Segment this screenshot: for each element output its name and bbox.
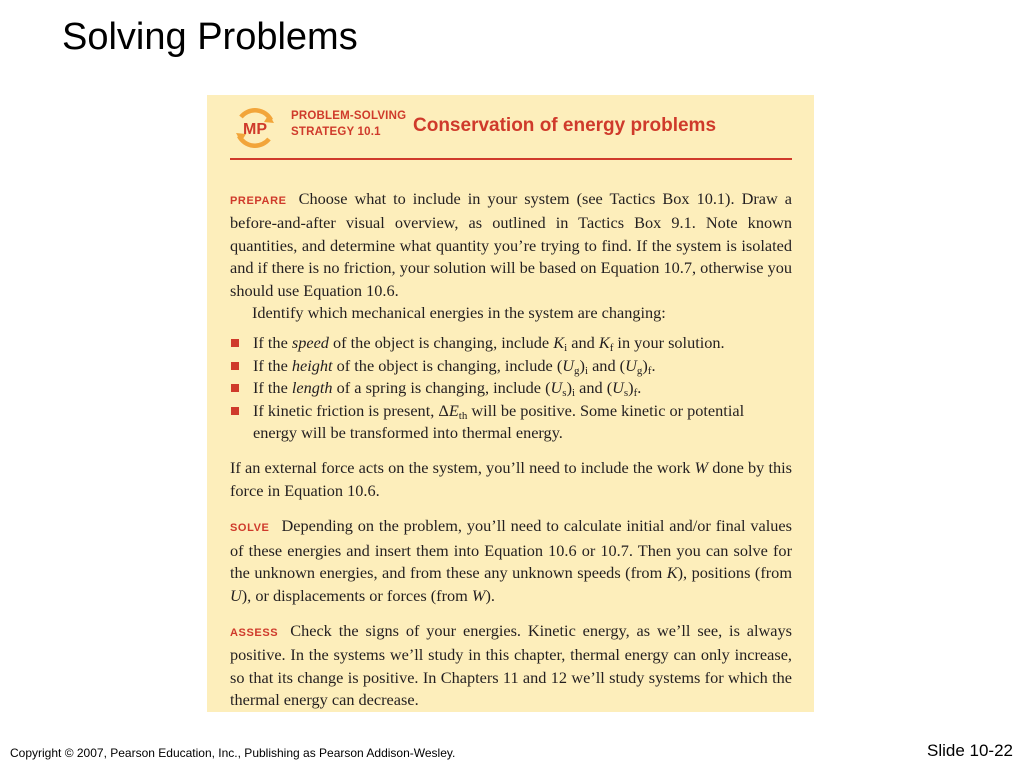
mp-cycle-logo-icon	[233, 107, 277, 149]
strategy-title: Conservation of energy problems	[413, 115, 717, 136]
assess-tag: ASSESS	[230, 626, 279, 639]
copyright-notice: Copyright © 2007, Pearson Education, Inc., Publishing as Pearson Addison-Wesley.	[10, 746, 456, 760]
external-force-paragraph: If an external force acts on the system, you’ll need to include the work W done by this force in Equation 10.6.	[230, 458, 792, 500]
solve-paragraph: SOLVE Depending on the problem, you’ll need to calculate initial and/or final values of these energies and insert them into Equation 10.6 or 10.7. Then you can solve for the unknown energies, and from these any unknown speeds (from K), positions (from U), or displacements or forces (from W).	[230, 516, 792, 605]
strategy-label-line1: PROBLEM-SOLVING	[291, 110, 407, 122]
assess-paragraph	[230, 620, 792, 712]
strategy-content	[230, 188, 792, 712]
prepare-text: Choose what to include in your system (see Tactics Box 10.1). Draw a before-and-after visual overview, as outlined in Tactics Box 9.1. Note known quantities, and determine what quantity you’re trying to find. If the system is isolated and if there is no friction, your solution will be based on Equation 10.7, otherwise you should use Equation 10.6.	[230, 189, 792, 300]
energy-bullet-list	[230, 332, 792, 444]
strategy-label-line2: STRATEGY 10.1	[291, 126, 381, 138]
solve-tag: SOLVE	[230, 522, 270, 535]
list-item: If the speed of the object is changing, include $K_i$ and $K_f$ in your solution.	[230, 332, 792, 354]
slide-number: Slide 10-22	[926, 741, 1013, 760]
strategy-box	[207, 95, 814, 712]
identify-text: Identify which mechanical energies in the system are changing:	[252, 303, 666, 323]
list-item: If the length of a spring is changing, include $(U_s)_i$ and $(U_s)_f$.	[230, 377, 792, 399]
logo-text: MP	[243, 121, 267, 138]
slide-title: Solving Problems	[62, 16, 358, 58]
strategy-header	[230, 107, 792, 149]
list-item: If kinetic friction is present, $\Delta E_{th}$ will be positive. Some kinetic or potential energy will be transformed into thermal energy.	[230, 400, 792, 445]
assess-text: Check the signs of your energies. Kinetic energy, as we’ll see, is always positive. In the systems we’ll study in this chapter, thermal energy can only increase, so that its change is positive. In Chapters 11 and 12 we’ll study systems for which the thermal energy can decrease.	[230, 620, 792, 710]
prepare-tag: PREPARE	[230, 195, 287, 207]
list-item: If the height of the object is changing, include $(U_g)_i$ and $(U_g)_f$.	[230, 355, 792, 377]
header-divider	[230, 158, 792, 160]
prepare-paragraph	[230, 188, 792, 302]
strategy-label	[291, 108, 406, 140]
